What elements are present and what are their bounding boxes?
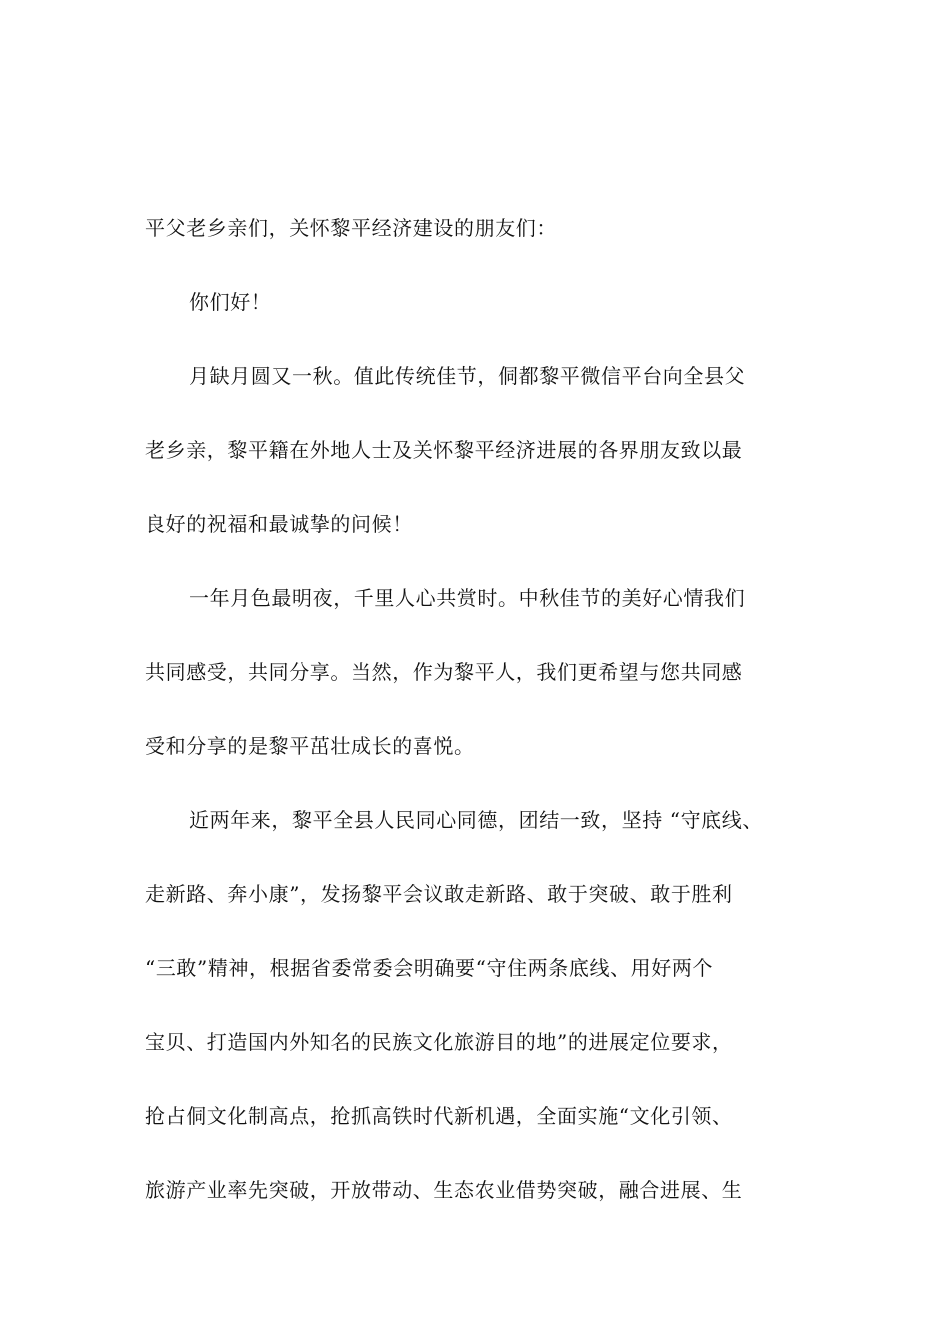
paragraph-3-line-3: “三敢”精神，根据省委常委会明确要“守住两条底线、用好两个 bbox=[145, 956, 714, 980]
greeting-line: 你们好！ bbox=[189, 290, 272, 314]
paragraph-1-line-3: 良好的祝福和最诚挚的问候！ bbox=[145, 512, 413, 536]
paragraph-1-line-1: 月缺月圆又一秋。值此传统佳节，侗都黎平微信平台向全县父 bbox=[189, 364, 746, 388]
paragraph-3-line-1: 近两年来，黎平全县人民同心同德，团结一致，坚持 “守底线、 bbox=[189, 808, 763, 832]
paragraph-1-line-2: 老乡亲，黎平籍在外地人士及关怀黎平经济进展的各界朋友致以最 bbox=[145, 438, 743, 462]
paragraph-2-line-2: 共同感受，共同分享。当然，作为黎平人，我们更希望与您共同感 bbox=[145, 660, 743, 684]
paragraph-3-line-6: 旅游产业率先突破，开放带动、生态农业借势突破，融合进展、生 bbox=[145, 1178, 743, 1202]
paragraph-2-line-1: 一年月色最明夜，千里人心共赏时。中秋佳节的美好心情我们 bbox=[189, 586, 746, 610]
salutation-line: 平父老乡亲们，关怀黎平经济建设的朋友们： bbox=[145, 216, 557, 240]
paragraph-2-line-3: 受和分享的是黎平茁壮成长的喜悦。 bbox=[145, 734, 475, 758]
paragraph-3-line-5: 抢占侗文化制高点，抢抓高铁时代新机遇，全面实施“文化引领、 bbox=[145, 1104, 733, 1128]
paragraph-3-line-2: 走新路、奔小康”，发扬黎平会议敢走新路、敢于突破、敢于胜利 bbox=[145, 882, 733, 906]
paragraph-3-line-4: 宝贝、打造国内外知名的民族文化旅游目的地”的进展定位要求， bbox=[145, 1030, 733, 1054]
